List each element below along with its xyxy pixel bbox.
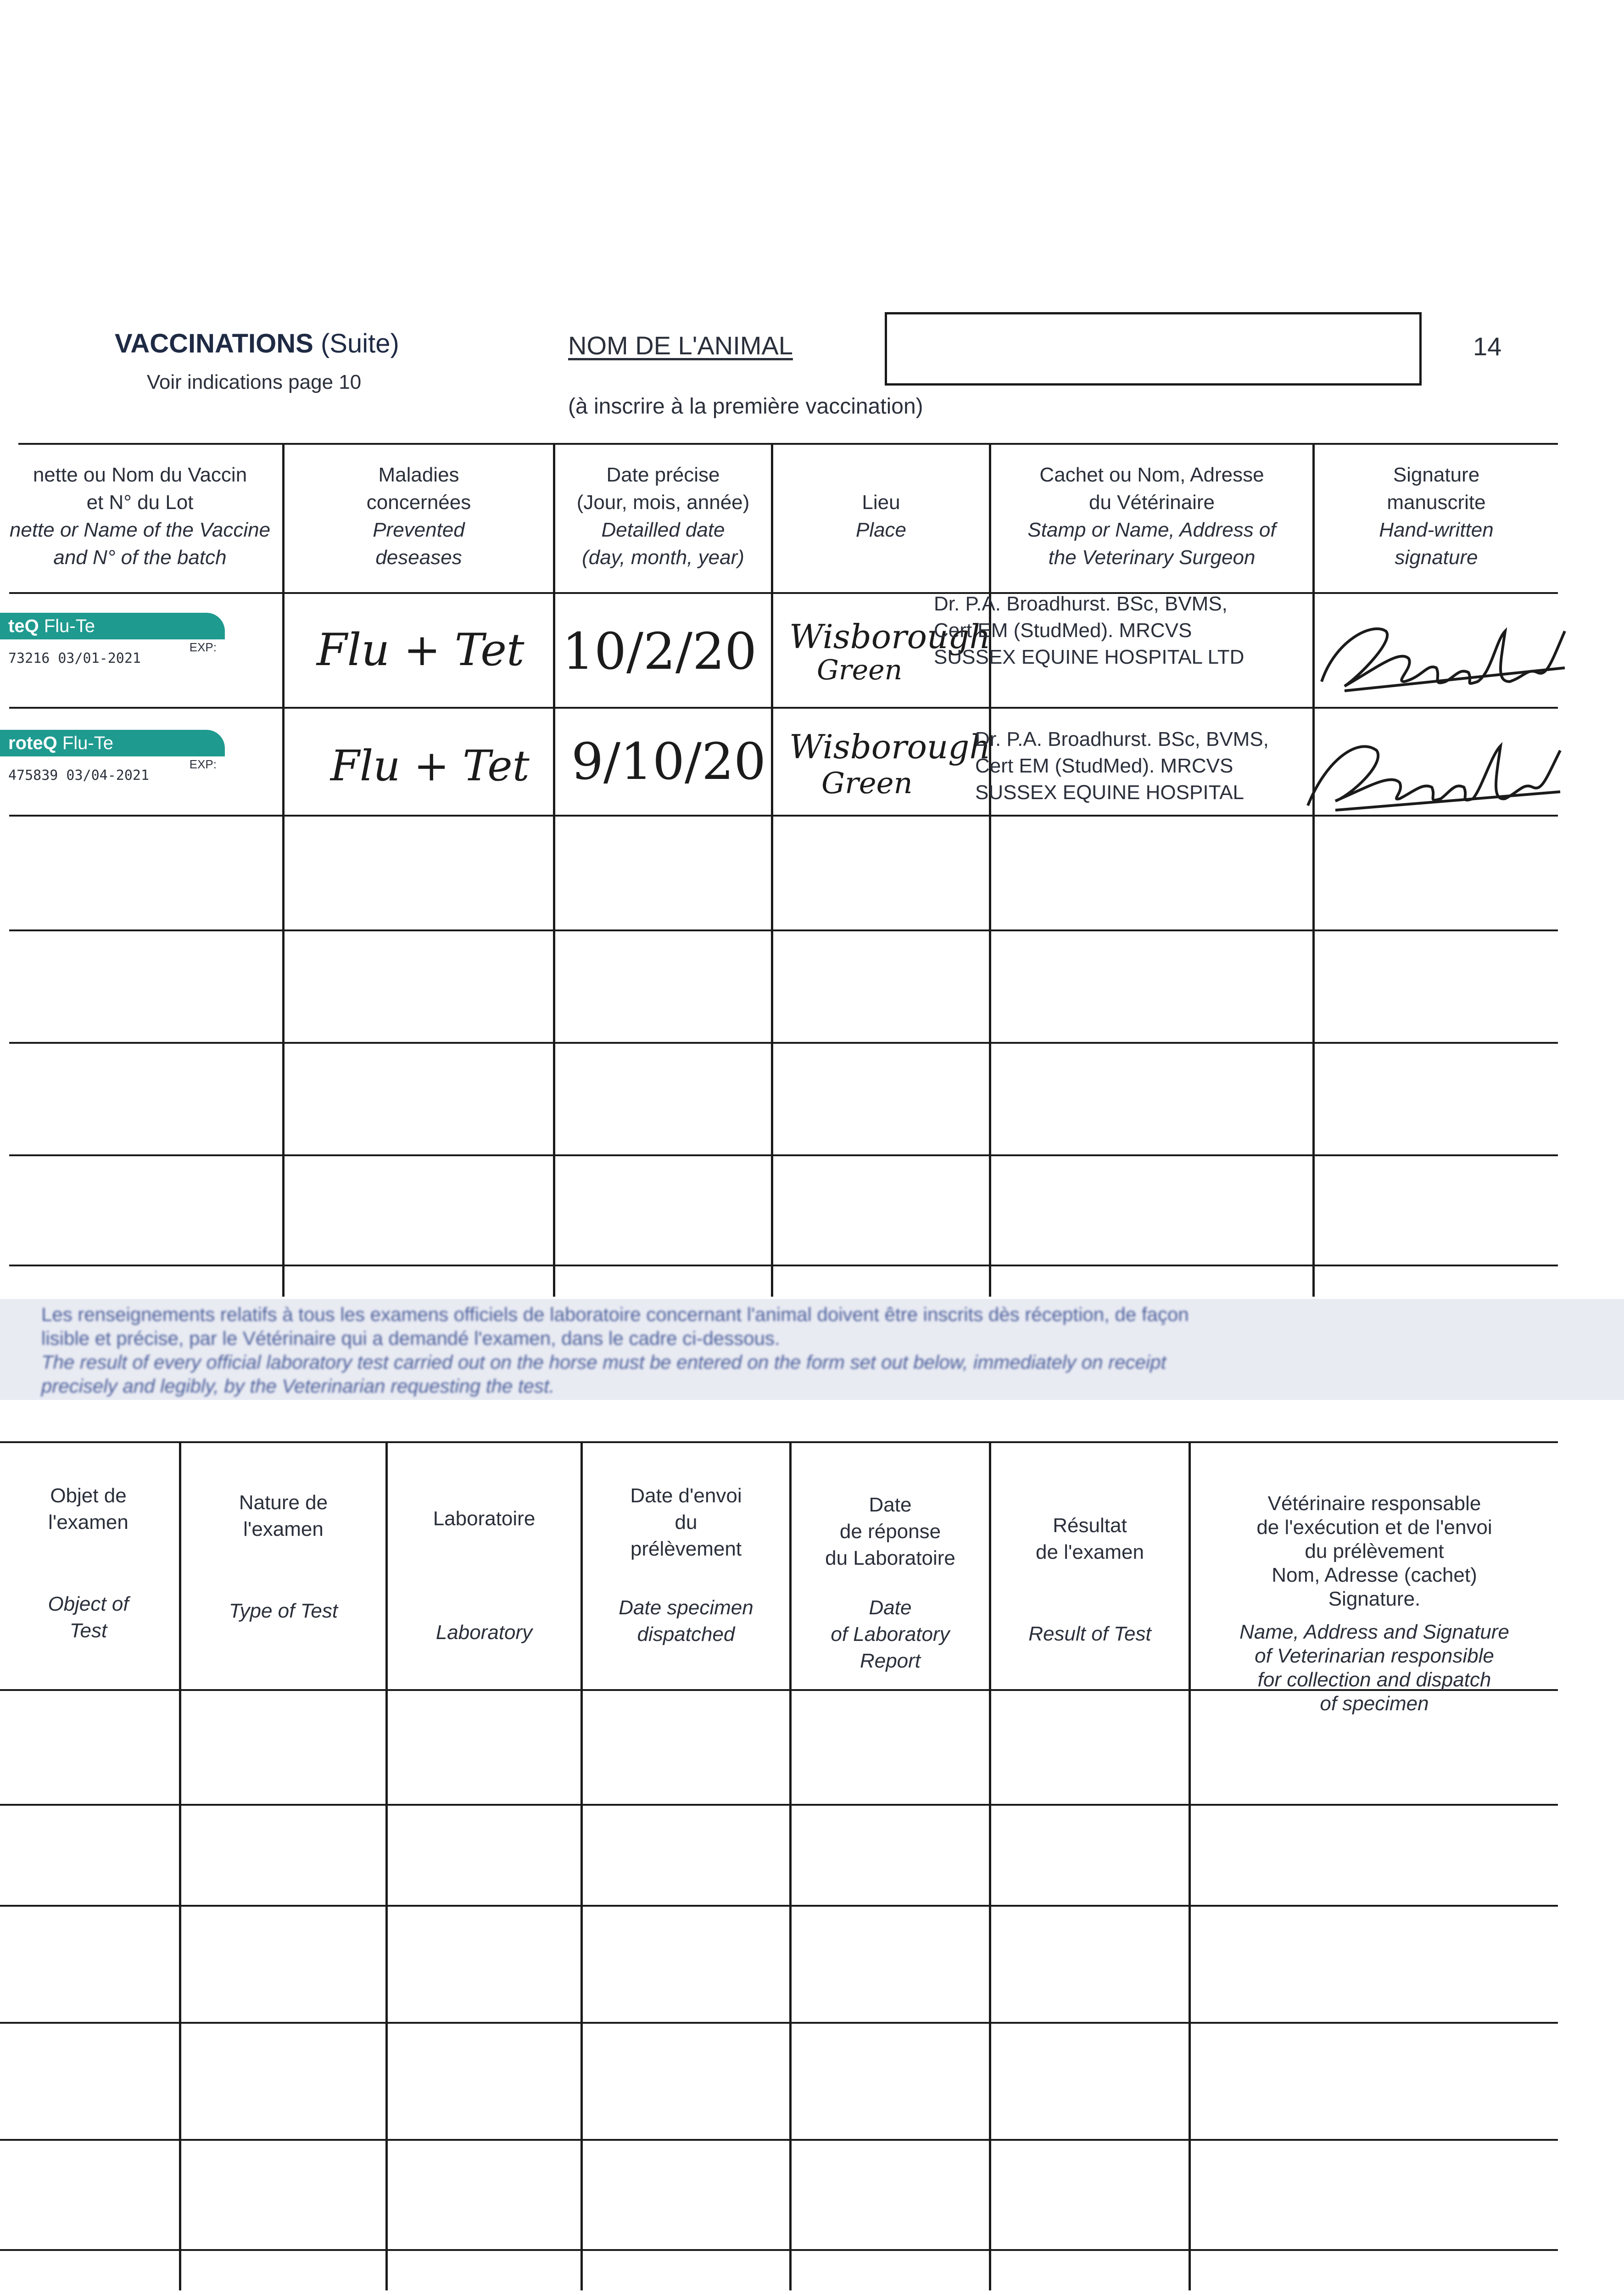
page-title — [115, 328, 399, 359]
label-exp: EXP: — [189, 640, 217, 654]
col-signature-header: Signature manuscrite Hand-written signature — [1379, 464, 1494, 569]
vaccine-label-sticker — [0, 730, 225, 785]
col-result-header: Résultat de l'examen Result of Test — [1028, 1514, 1151, 1645]
table-rule — [0, 2139, 1558, 2141]
table-rule — [0, 1441, 1558, 1443]
table-rule — [9, 1154, 1558, 1156]
vet-stamp: Dr. P.A. Broadhurst. BSc, BVMS, Cert EM (StudMed). MRCVS SUSSEX EQUINE HOSPITAL LTD — [934, 593, 1245, 668]
date-value: 9/10/20 — [571, 732, 766, 791]
table-rule — [0, 2022, 1558, 2024]
place-value-line1: Wisborough — [789, 728, 991, 766]
handwritten-signature — [1299, 723, 1565, 815]
col-lab-header: Laboratoire Laboratory — [433, 1507, 536, 1644]
batch-number: 73216 03/01-2021 — [8, 650, 141, 666]
col-report-date-header: Date de réponse du Laboratoire Date of Laboratory Report — [825, 1494, 955, 1672]
col-type-header: Nature de l'examen Type of Test — [229, 1491, 338, 1622]
blurred-notice — [0, 1299, 1624, 1400]
notice-en-line1: The result of every official laboratory test carried out on the horse must be entered on the form set out below, immediately on receipt — [41, 1351, 1166, 1373]
notice-fr-line1: Les renseignements relatifs à tous les examens officiels de laboratoire concernant l'animal doivent être inscrits dès réception, de façon — [41, 1304, 1189, 1325]
title-suffix: (Suite) — [320, 329, 399, 358]
col-object-header: Objet de l'examen Object of Test — [48, 1484, 129, 1642]
notice-fr-line2: lisible et précise, par le Vétérinaire qui a demandé l'examen, dans le cadre ci-dessous. — [41, 1327, 780, 1349]
column-rule — [771, 443, 773, 1297]
col-dispatch-date-header: Date d'envoi du prélèvement Date specimen dispatched — [619, 1484, 753, 1646]
col-diseases-header: Maladies concernées Prevented deseases — [366, 464, 471, 569]
place-value-line1: Wisborough — [789, 617, 991, 656]
handwritten-signature — [1317, 613, 1574, 700]
table-rule — [0, 1804, 1558, 1806]
table-rule — [9, 707, 1558, 709]
lab-test-table — [0, 1441, 1560, 2290]
diseases-value: Flu + Tet — [317, 624, 525, 676]
table-rule — [18, 443, 1558, 445]
col-date-header: Date précise (Jour, mois, année) Detailled date (day, month, year) — [576, 464, 750, 569]
diseases-value: Flu + Tet — [330, 741, 530, 790]
col-vaccine-header: nette ou Nom du Vaccin et N° du Lot nette or Name of the Vaccine and N° of the batch — [9, 464, 271, 569]
table-rule — [9, 929, 1558, 931]
col-place-header: Lieu Place — [855, 491, 907, 541]
table-rule — [9, 1042, 1558, 1044]
date-value: 10/2/20 — [562, 622, 757, 681]
place-value-line2: Green — [821, 767, 913, 800]
animal-name-field[interactable] — [885, 312, 1422, 386]
batch-number: 475839 03/04-2021 — [8, 767, 150, 784]
page-subtitle: Voir indications page 10 — [147, 371, 362, 393]
table-rule — [0, 1905, 1558, 1907]
animal-name-note: (à inscrire à la première vaccination) — [568, 394, 923, 419]
label-exp: EXP: — [189, 757, 217, 771]
animal-name-label: NOM DE L'ANIMAL — [568, 331, 793, 360]
table-rule — [9, 1265, 1558, 1266]
table-rule — [9, 592, 1558, 594]
col-veterinarian-header: Vétérinaire responsable de l'exécution et de l'envoi du prélèvement Nom, Adresse (cachet) Signature. Name, Address and Signature of Veterinarian responsible for collection and dispatch of specimen — [1239, 1492, 1509, 1715]
page-number: 14 — [1473, 332, 1502, 361]
title-text: VACCINATIONS — [115, 329, 313, 358]
vet-stamp: Dr. P.A. Broadhurst. BSc, BVMS, Cert EM (StudMed). MRCVS SUSSEX EQUINE HOSPITAL — [975, 728, 1269, 804]
table-rule — [0, 2249, 1558, 2251]
vaccine-label-sticker — [0, 613, 225, 668]
place-value-line2: Green — [817, 654, 903, 686]
vaccine-brand: teQ Flu-Te — [0, 613, 225, 639]
notice-en-line2: precisely and legibly, by the Veterinarian requesting the test. — [41, 1375, 555, 1397]
table-rule — [9, 815, 1558, 817]
vaccine-brand: roteQ Flu-Te — [0, 730, 225, 756]
col-stamp-header: Cachet ou Nom, Adresse du Vétérinaire Stamp or Name, Address of the Veterinary Surgeon — [1027, 464, 1276, 569]
vaccination-table — [0, 443, 1558, 1297]
